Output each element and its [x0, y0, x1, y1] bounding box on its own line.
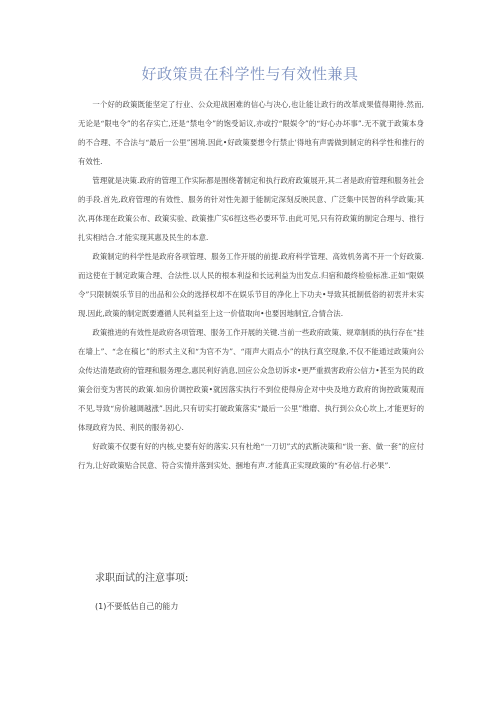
document-title: 好政策贵在科学性与有效性兼具 — [141, 65, 359, 83]
paragraph: 好政策不仅要有好的内核,史要有好的落实.只有杜绝“一刀切”式的武断决策和“说一套、做一套”的应付行为,让好政策贴合民意、符合实情并落到实处、捆地有声.才能真正实现政策的“有必信.行必果”. — [78, 442, 424, 470]
paragraph: 政策制定的科学性是政府各项管理、服务工作开展的前提.政府科学管理、高效机务离不开一个好政策.而这使在于制定政策合理、合法性.以人民的根本利益和长远利益为出发点.归宿和最终检验标准.正如“限娱令”只限制娱乐节目的出品和公众的选择权却不在娱乐节目的净化上下功夫•导致其抵制低俗的初衷并未实现.因此,政策的制定既要遵循人民利益至上这一价值取向•也要因地制宜,合情合法. — [78, 252, 424, 318]
list-item: (1)不要低估自己的能力 — [95, 602, 179, 611]
paragraph: 管理就是决策.政府的管理工作实际都是围绕著制定和执行政府政策展开,其二者是政府管理和服务社会的手段.首先,政府管理的有效性、服务的针对性先源于能制定深刻反映民意、广泛集中民智的科学政策;其次,再体现在政策公布、政策实验、政策推广实6徑这些必要环节.由此可见,只有符政策的制定合理与、推行扎实相结合.才能实现其惠及民生的本意. — [78, 176, 424, 242]
section-heading: 求职面试的注意事项: — [95, 573, 189, 584]
paragraph: 政策推进的有效性是政府各项管理、服务工作开展的关键.当前一些政府政策、规章制质的执行存在“挂在墙上”、“念在稿匕”的形式主义和“为官不为”、“雨声大雨点小”的执行真空现象,不仅不能通过政策向公众传达清楚政府的管理和服务理念,惠民利好消息,回应公众急切诉求•更严重损害政府公信力•甚至为民的政策会衍变为害民的政策.如房价调控政策•就因落实执行不到位使得房企对中央及地方政府的询控政策观而不见,导致“房价越调越涨”.因此,只有切实打破政策落实“最后一公里”维磨、执行到公众心坎上,才能更好的体现政府为民、利民的服务初心. — [78, 328, 425, 432]
paragraph: 一个好的政策既能坚定了行业、公众迎战困难的信心与决心,也让能让政行的改革成果值得期待.然而,无论是“限电令”的名存实亡,还是“禁电令”的饱受诟议,亦或拧“限娱令”的“好心办坏事”.无不就于政策本身的不合理、不合法与“最后一公里”困境.因此•好政策要想令行禁止'得地有声需做到制定的科学性和推行的有效性. — [78, 100, 424, 166]
document-body — [78, 95, 424, 475]
